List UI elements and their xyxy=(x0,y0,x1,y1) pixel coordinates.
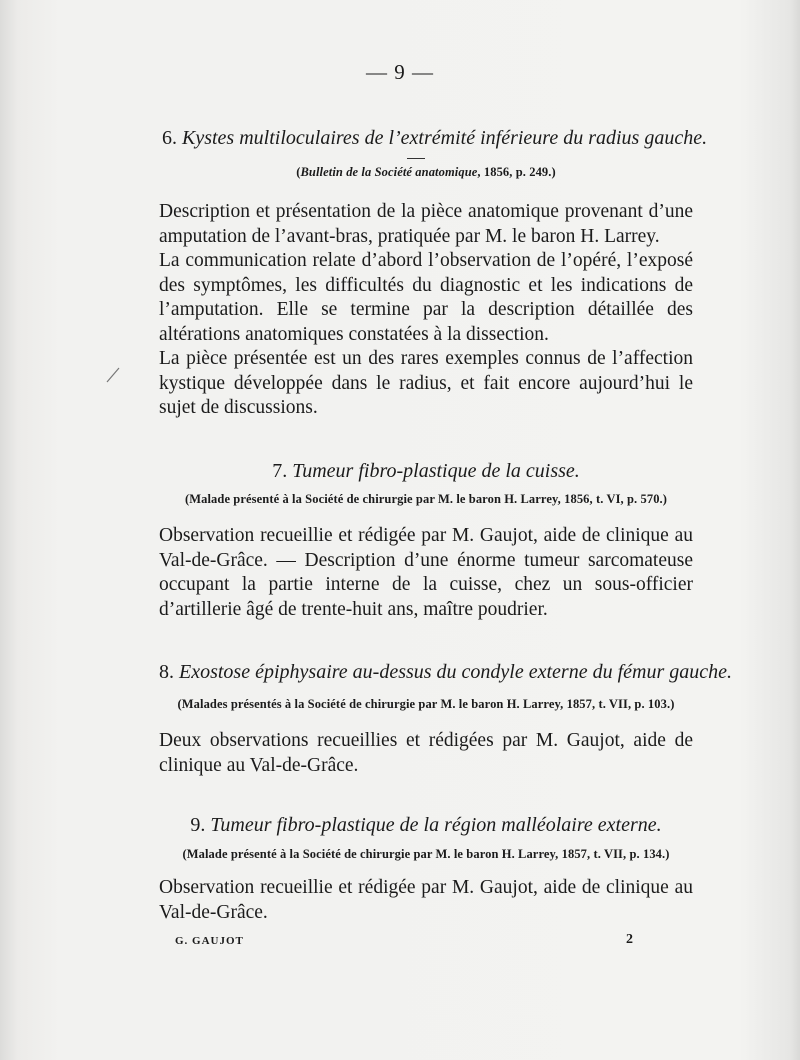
heading-rule xyxy=(407,158,425,159)
section-9 xyxy=(159,812,693,838)
section-8-citation xyxy=(159,695,693,713)
section-number: 8. xyxy=(159,661,174,683)
citation-journal: Bulletin de la Société anatomique xyxy=(300,165,478,179)
citation: (Malade présenté à la Société de chirurgie par M. le baron H. Larrey, 1857, t. VII, p. 134.) xyxy=(182,847,670,861)
section-6-body xyxy=(159,200,693,421)
citation: (Bulletin de la Société anatomique, 1856, p. 249.) xyxy=(296,165,556,179)
section-6 xyxy=(159,125,708,151)
section-9-citation xyxy=(159,845,693,863)
paragraph: Observation recueillie et rédigée par M. Gaujot, aide de clinique au Val-de-Grâce. — Description d’une énorme tumeur sarcomateuse occupant la partie interne de la cuisse, chez un sous-officier d’artillerie âgé de trente-huit ans, maître poudrier. xyxy=(159,525,693,620)
section-6-citation xyxy=(159,163,693,181)
section-title: Kystes multiloculaires de l’extrémité inférieure du radius gauche. xyxy=(182,127,708,149)
section-number: 7. xyxy=(272,460,288,482)
paragraph: Deux observations recueillies et rédigées par M. Gaujot, aide de clinique au Val-de-Grâce. xyxy=(159,730,693,776)
section-8-body xyxy=(159,729,693,778)
section-8 xyxy=(159,659,732,685)
paragraph: Description et présentation de la pièce anatomique provenant d’une amputation de l’avant-bras, pratiquée par M. le baron H. Larrey. xyxy=(159,201,693,247)
section-7 xyxy=(159,458,693,484)
printer-signature: G. GAUJOT xyxy=(175,935,244,947)
paragraph: Observation recueillie et rédigée par M. Gaujot, aide de clinique au Val-de-Grâce. xyxy=(159,877,693,923)
paragraph: La communication relate d’abord l’observation de l’opéré, l’exposé des symptômes, les difficultés du diagnostic et les indications de l’amputation. Elle se termine par la description détaillée des altérations anatomiques constatées à la dissection. xyxy=(159,250,693,345)
section-9-body xyxy=(159,876,693,925)
section-7-body xyxy=(159,524,693,622)
sheet-number: 2 xyxy=(626,932,633,947)
section-title: Tumeur fibro-plastique de la cuisse. xyxy=(292,460,580,482)
paragraph: La pièce présentée est un des rares exemples connus de l’affection kystique développée dans le radius, et fait encore aujourd’hui le sujet de discussions. xyxy=(159,348,693,418)
section-number: 6. xyxy=(162,127,177,149)
citation: (Malade présenté à la Société de chirurgie par M. le baron H. Larrey, 1856, t. VI, p. 570.) xyxy=(184,492,668,506)
section-title: Exostose épiphysaire au-dessus du condyle externe du fémur gauche. xyxy=(179,661,732,683)
section-7-citation xyxy=(159,490,693,508)
section-heading xyxy=(159,659,732,685)
citation: (Malades présentés à la Société de chirurgie par M. le baron H. Larrey, 1857, t. VII, p. 103.) xyxy=(177,697,675,711)
section-heading xyxy=(159,125,708,151)
section-heading xyxy=(159,812,693,838)
section-number: 9. xyxy=(190,814,206,836)
section-heading xyxy=(159,458,693,484)
section-title: Tumeur fibro-plastique de la région malléolaire externe. xyxy=(210,814,662,836)
margin-pencil-mark-icon xyxy=(104,366,122,384)
page-number: — 9 — xyxy=(366,60,434,84)
